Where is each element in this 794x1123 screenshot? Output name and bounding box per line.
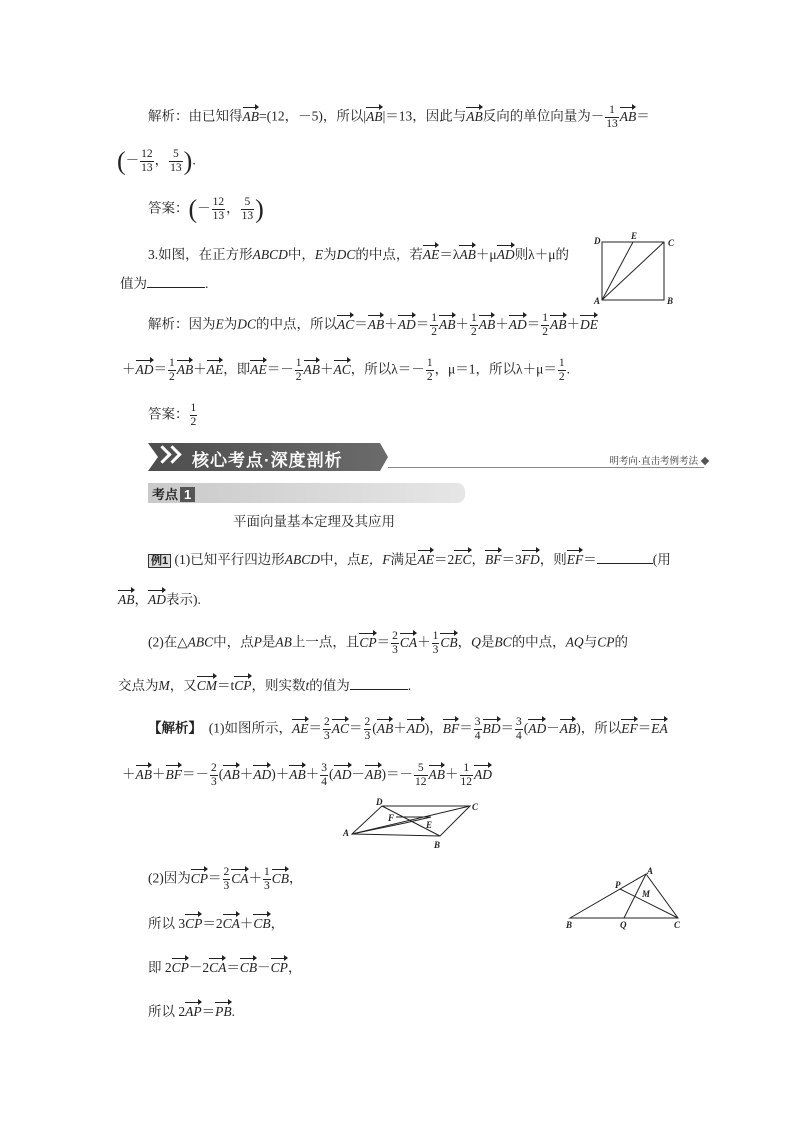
square-figure — [592, 232, 682, 308]
svg-text:F: F — [388, 813, 395, 823]
jiexi-line-4: 所以 3CP＝2CA＋CB， — [148, 912, 284, 933]
svg-text:Q: Q — [620, 920, 627, 930]
question-3-line-2: 值为 . — [120, 276, 209, 291]
section-subtitle: 明考向·直击考例考法 — [609, 456, 698, 467]
svg-text:D: D — [376, 797, 383, 807]
kaodian-bar: 考点 1 — [148, 483, 465, 503]
jiexi-line-5: 即 2CP－2CA＝CB－CP， — [148, 956, 301, 977]
svg-text:A: A — [594, 296, 601, 306]
svg-text:P: P — [615, 880, 621, 890]
svg-text:D: D — [594, 236, 601, 246]
question-3-line-1: 3.如图，在正方形ABCD中，E为DC的中点，若AE＝λAB＋μAD则λ＋μ的 — [148, 243, 569, 264]
jiexi-line-2: ＋AB＋BF＝－ $\frac{2}{3}$ (AB＋AD)＋AB＋ $\frac{3}{4}$ (AD－AB)＝－ $\frac{5}{12}$ AB＋ $\frac{1}{12}$ AD — [122, 762, 492, 788]
svg-text:M: M — [642, 889, 651, 899]
jiexi-line-3: (2)因为CP＝ $\frac{2}{3}$ CA＋ $\frac{1}{3}$ CB， — [148, 866, 303, 892]
svg-text:C: C — [668, 238, 675, 248]
svg-text:C: C — [472, 802, 479, 812]
svg-text:B: B — [566, 920, 573, 930]
solution-3-line-1: 解析：因为E为DC的中点，所以AC＝AB＋AD＝ $\frac{1}{2}$ AB＋ $\frac{1}{2}$ AB＋AD＝ $\frac{1}{2}$ AB＋DE — [148, 312, 599, 338]
example-1-line-1: 例1 (1)已知平行四边形ABCD中，点E，F满足AE＝2EC，BF＝3FD，则EF＝ (用 — [148, 548, 671, 569]
svg-text:A: A — [647, 866, 654, 876]
answer-blank — [147, 287, 205, 288]
parallelogram-figure — [340, 796, 485, 854]
svg-text:B: B — [667, 296, 674, 306]
answer-blank — [350, 689, 408, 690]
diamond-icon — [701, 457, 709, 465]
example-1-line-2: AB，AD表示). — [118, 588, 201, 609]
solution-3-line-2: ＋AD＝ $\frac{1}{2}$ AB＋AE，即AE＝－ $\frac{1}{2}$ AB＋AC，所以λ＝－ $\frac{1}{2}$ ，μ＝1，所以λ＋μ＝ $\frac{1}{2}$ . — [122, 357, 570, 383]
solution-line-1: 解析：由已知得AB=(12，－5)，所以|AB|＝13，因此与AB反向的单位向量为－ $\frac{1}{13}$ AB＝ — [148, 104, 650, 130]
solution-line-2: (－ $\frac{12}{13}$ ， $\frac{5}{13}$ ). — [117, 146, 196, 176]
triangle-figure — [560, 864, 686, 934]
answer-3: 答案： $\frac{1}{2}$ — [148, 402, 197, 428]
example-1-line-4: 交点为M，又CM＝tCP，则实数t的值为 . — [118, 674, 411, 695]
jiexi-line-1: 【解析】 (1)如图所示，AE＝ $\frac{2}{3}$ AC＝ $\frac{2}{3}$ (AB＋AD)，BF＝ $\frac{3}{4}$ BD＝ $\frac{3}{4}$ (AD－AB)，所以EF＝EA — [148, 716, 668, 742]
section-banner — [148, 443, 708, 471]
svg-text:A: A — [343, 828, 350, 838]
svg-text:E: E — [631, 232, 638, 241]
section-title: 核心考点·深度剖析 — [192, 451, 343, 470]
answer-1: 答案：(－ $\frac{12}{13}$ ， $\frac{5}{13}$ ) — [148, 194, 264, 224]
svg-text:C: C — [674, 920, 681, 930]
example-1-line-3: (2)在△ABC中，点P是AB上一点，且CP＝ $\frac{2}{3}$ CA＋ $\frac{1}{3}$ CB，Q是BC的中点，AQ与CP的 — [148, 630, 628, 656]
kaodian-title: 平面向量基本定理及其应用 — [233, 514, 395, 529]
answer-blank — [597, 563, 653, 564]
example-tag: 例1 — [148, 554, 171, 568]
jiexi-line-6: 所以 2AP＝PB. — [148, 1000, 235, 1021]
svg-text:E: E — [426, 820, 433, 830]
svg-text:B: B — [434, 840, 441, 850]
